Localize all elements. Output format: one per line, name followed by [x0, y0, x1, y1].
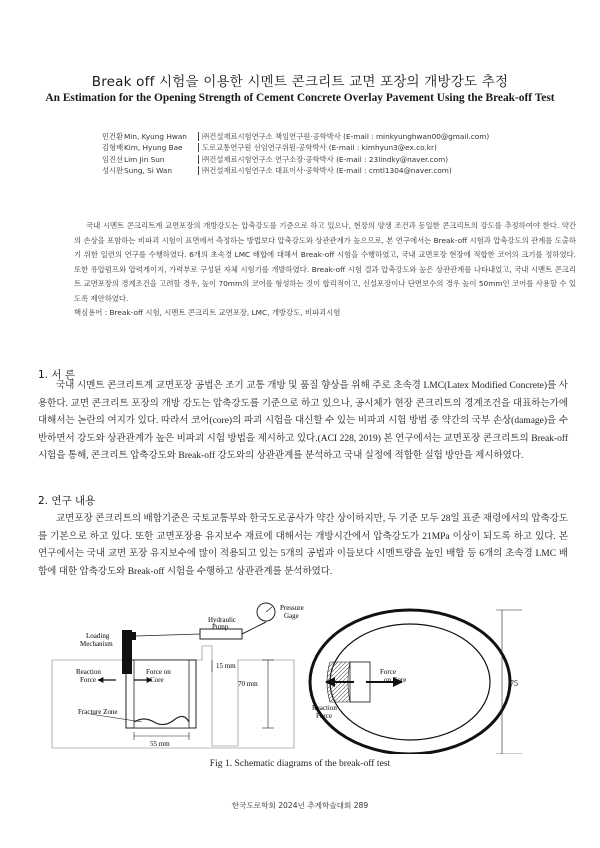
section-2-paragraph: 교면포장 콘크리트의 배합기준은 국토교통부와 한국도로공사가 약간 상이하지만, 두 기준 모두 28일 표준 재령에서의 압축강도를 기본으로 하고 있다. 또한 교면포장용 유지보수 재료에 대해서는 개방시간에서 압축강도가 21MPa 이상이 되도록 하고 있다. 본 연구에서는 국내 교면 포장 유지보수에 많이 적용되고 있는 5개의 공법과 이들보다 시멘트량을 높인 배합 등 6개의 초속경 LMC 배합에 대한 압축강도와 Break-off 시험을 수행하고 상관관계를 분석하였다. — [38, 514, 568, 577]
label-right-force-1: Force — [380, 668, 396, 676]
section-1-heading: 1. 서 론 — [38, 369, 75, 381]
label-force-core-1: Force on — [146, 668, 171, 676]
author-name-en: Kim, Hyung Bae — [124, 143, 183, 153]
loading-rod — [122, 630, 132, 674]
author-row — [102, 165, 489, 176]
label-pressure-gage-2: Gage — [284, 612, 299, 620]
author-row — [102, 142, 489, 153]
label-reaction-1: Reaction — [76, 668, 101, 676]
label-loading-1: Loading — [86, 632, 110, 640]
author-row — [102, 131, 489, 142]
author-affiliation: ㈜건설재료시험연구소 책임연구원·공학박사 (E-mail : minkyunghwan00@gmail.com) — [202, 132, 490, 141]
abstract — [74, 219, 576, 321]
author-row — [102, 154, 489, 165]
right-schematic — [310, 610, 522, 754]
loading-clamp — [132, 632, 136, 640]
author-name-ko: 김형배 — [102, 143, 124, 153]
label-hydraulic-2: Pump — [212, 623, 229, 631]
title-korean: Break off 시험을 이용한 시멘트 콘크리트 교면 포장의 개방강도 추정 — [91, 74, 509, 90]
author-affiliation: ㈜건설재료시험연구소 연구소장·공학박사 (E-mail : 23lindky@naver.com) — [202, 154, 449, 164]
section-2-body — [38, 511, 568, 581]
label-right-reaction-2: Force — [316, 712, 332, 720]
figure-break-off — [34, 598, 574, 754]
author-list — [102, 131, 489, 176]
title-english: An Estimation for the Opening Strength of Cement Concrete Overlay Pavement Using the Break-off Test — [45, 92, 555, 104]
label-right-force-2: on Core — [384, 676, 407, 684]
label-75: 75 — [510, 679, 518, 688]
label-55mm: 55 mm — [150, 740, 170, 748]
page-footer: 한국도로학회 2024년 추계학술대회 289 — [231, 801, 369, 810]
pump-hose — [242, 622, 266, 634]
author-name-ko: 민건환 — [102, 132, 124, 141]
section-1-body — [38, 378, 568, 466]
figure-svg — [34, 598, 574, 754]
author-name-ko: 임진선 — [102, 154, 124, 164]
author-affiliation: 도로교통연구원 선임연구위원·공학박사 (E-mail : kimhyun3@ex.co.kr) — [202, 143, 437, 153]
label-right-reaction-1: Reaction — [312, 704, 337, 712]
label-fracture-zone: Fracture Zone — [78, 708, 118, 716]
label-15mm: 15 mm — [216, 662, 236, 670]
pump-line — [136, 634, 200, 636]
label-loading-2: Mechanism — [80, 640, 113, 648]
author-name-en: Min, Kyung Hwan — [124, 132, 187, 141]
author-name-en: Sung, Si Wan — [124, 165, 172, 175]
label-hydraulic-1: Hydraulic — [208, 616, 236, 624]
author-affiliation: ㈜건설재료시험연구소 대표이사·공학박사 (E-mail : cmtl1304@naver.com) — [202, 165, 452, 175]
author-name-en: Lim Jin Sun — [124, 154, 165, 164]
left-schematic — [52, 603, 304, 748]
label-force-core-2: Core — [150, 676, 164, 684]
section-2-heading: 2. 연구 내용 — [38, 495, 96, 507]
label-pressure-gage-1: Pressure — [280, 604, 304, 612]
figure-caption: Fig 1. Schematic diagrams of the break-off test — [209, 758, 391, 769]
author-name-ko: 성시완 — [102, 165, 124, 175]
section-1-paragraph: 국내 시멘트 콘크리트계 교면포장 공법은 조기 교통 개방 및 품질 향상을 위해 주로 초속경 LMC(Latex Modified Concrete)를 사용한다. 교면 콘크리트 포장의 개방 강도는 압축강도를 기준으로 하고 있으나, 공시체가 현장 콘크리트의 경계조건을 대표하는가에 대해서는 논란의 여지가 있다. 따라서 코어(core)의 파괴 시험을 대신할 수 있는 비파괴 시험 방법 중 약간의 국부 손상(damage)을 수반하면서 강도와 상관관계가 높은 비파괴 시험 방법을 제시하고 있다.(ACI 228, 2019) 본 연구에서는 교면포장 콘크리트의 Break-off 시험을 통해, 콘크리트 압축강도와 Break-off 강도와의 상관관계를 분석하고 국내 실정에 적합한 실험 방안을 제시하였다. — [38, 381, 568, 461]
keywords: 핵심용어 : Break-off 시험, 시멘트 콘크리트 교면포장, LMC, 개방강도, 비파괴시험 — [74, 308, 341, 317]
label-70mm: 70 mm — [238, 680, 258, 688]
abstract-text: 국내 시멘트 콘크리트계 교면포장의 개방강도는 압축강도를 기준으로 하고 있으나, 현장의 양생 조건과 동일한 콘크리트의 강도를 추정하여야 한다. 약간의 손상을 포함하는 비파괴 시험이 표면에서 측정하는 방법보다 압축강도와 상관관계가 높으므로, 본 연구에서는 Break-off 시험과 압축강도의 관계를 도출하기 위한 일련의 연구를 수행하였다. 6개의 초속경 LMC 배합에 대해서 Break-off 시험을 수행하였고, 국내 교면포장 현장에 적합한 코어의 크기를 정하였다. 또한 유압펌프와 압력게이지, 가력부로 구성된 자체 시험기를 개발하였다. Break-off 시험 결과 압축강도와 높은 상관관계를 나타내었고, 국내 시멘트 콘크리트 교면포장의 경계조건을 고려할 경우, 높이 70mm의 코어를 형성하는 것이 합리적이고, 신설포장이나 단면보수의 경우 높이 50mm인 코어를 사용할 수 있도록 제안하였다. — [74, 221, 576, 303]
label-reaction-2: Force — [80, 676, 96, 684]
